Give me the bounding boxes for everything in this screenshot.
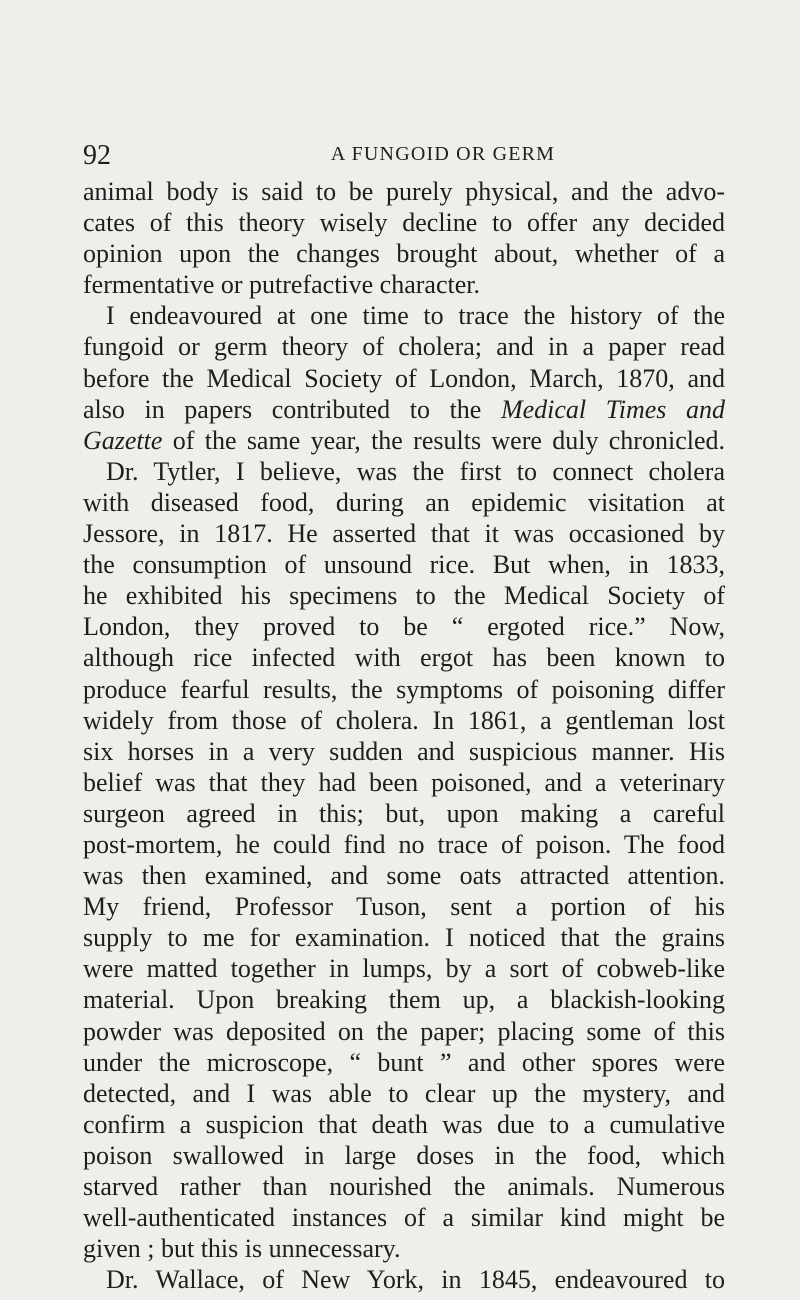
text-line: widely from those of cholera. In 1861, a gentleman lost xyxy=(83,705,725,735)
text-line: with diseased food, during an epidemic visitation at xyxy=(83,487,725,517)
text-segment: of the same year, the results were duly chronicled. xyxy=(162,425,725,455)
text-line: fungoid or germ theory of cholera; and in a paper read xyxy=(83,332,725,362)
text-line: was then examined, and some oats attracted attention. xyxy=(83,861,725,891)
text-line: he exhibited his specimens to the Medical Society of xyxy=(83,581,725,611)
page-number: 92 xyxy=(83,140,111,171)
text-line: opinion upon the changes brought about, whether of a xyxy=(83,239,725,269)
text-line: produce fearful results, the symptoms of poisoning differ xyxy=(83,674,725,704)
text-line: supply to me for examination. I noticed that the grains xyxy=(83,923,725,953)
text-line: given ; but this is unnecessary. xyxy=(83,1234,401,1264)
text-line: before the Medical Society of London, March, 1870, and xyxy=(83,363,725,393)
text-line: belief was that they had been poisoned, and a veterinary xyxy=(83,767,725,797)
text-line: poison swallowed in large doses in the food, which xyxy=(83,1140,725,1170)
text-line: although rice infected with ergot has been known to xyxy=(83,643,725,673)
text-line: six horses in a very sudden and suspicious manner. His xyxy=(83,736,725,766)
text-line: starved rather than nourished the animals. Numerous xyxy=(83,1172,725,1201)
text-line: well-authenticated instances of a similar kind might be xyxy=(83,1203,725,1233)
text-line: material. Upon breaking them up, a blackish-looking xyxy=(83,985,725,1015)
text-line: Dr. Wallace, of New York, in 1845, endeavoured to xyxy=(106,1265,725,1295)
text-line: the consumption of unsound rice. But when, in 1833, xyxy=(83,550,725,580)
text-line: Jessore, in 1817. He asserted that it was occasioned by xyxy=(83,519,725,549)
text-line: detected, and I was able to clear up the mystery, and xyxy=(83,1078,725,1108)
text-line: Dr. Tytler, I believe, was the first to connect cholera xyxy=(106,456,725,486)
text-line: surgeon agreed in this; but, upon making a careful xyxy=(83,798,725,828)
text-line xyxy=(83,425,725,456)
text-line: post-mortem, he could find no trace of poison. The food xyxy=(83,829,725,859)
text-line: confirm a suspicion that death was due to a cumulative xyxy=(83,1109,725,1139)
journal-title: Medical Times and xyxy=(500,394,725,424)
text-line: My friend, Professor Tuson, sent a portion of his xyxy=(83,892,725,922)
text-segment: also in papers contributed to the xyxy=(83,394,501,424)
text-line: animal body is said to be purely physical, and the advo- xyxy=(83,177,725,206)
text-line: London, they proved to be “ ergoted rice.” Now, xyxy=(83,612,725,642)
text-line: cates of this theory wisely decline to offer any decided xyxy=(83,208,725,238)
journal-title-continued: Gazette xyxy=(83,425,163,455)
text-line: were matted together in lumps, by a sort of cobweb-like xyxy=(83,954,725,984)
body-text xyxy=(83,176,725,1295)
text-line: fermentative or putrefactive character. xyxy=(83,270,480,300)
running-head: A FUNGOID OR GERM xyxy=(330,143,556,165)
text-line: powder was deposited on the paper; placing some of this xyxy=(83,1016,725,1046)
text-line: under the microscope, “ bunt ” and other spores were xyxy=(83,1047,725,1077)
text-line xyxy=(83,394,725,425)
text-line: I endeavoured at one time to trace the history of the xyxy=(106,301,725,331)
page-header xyxy=(83,140,723,174)
